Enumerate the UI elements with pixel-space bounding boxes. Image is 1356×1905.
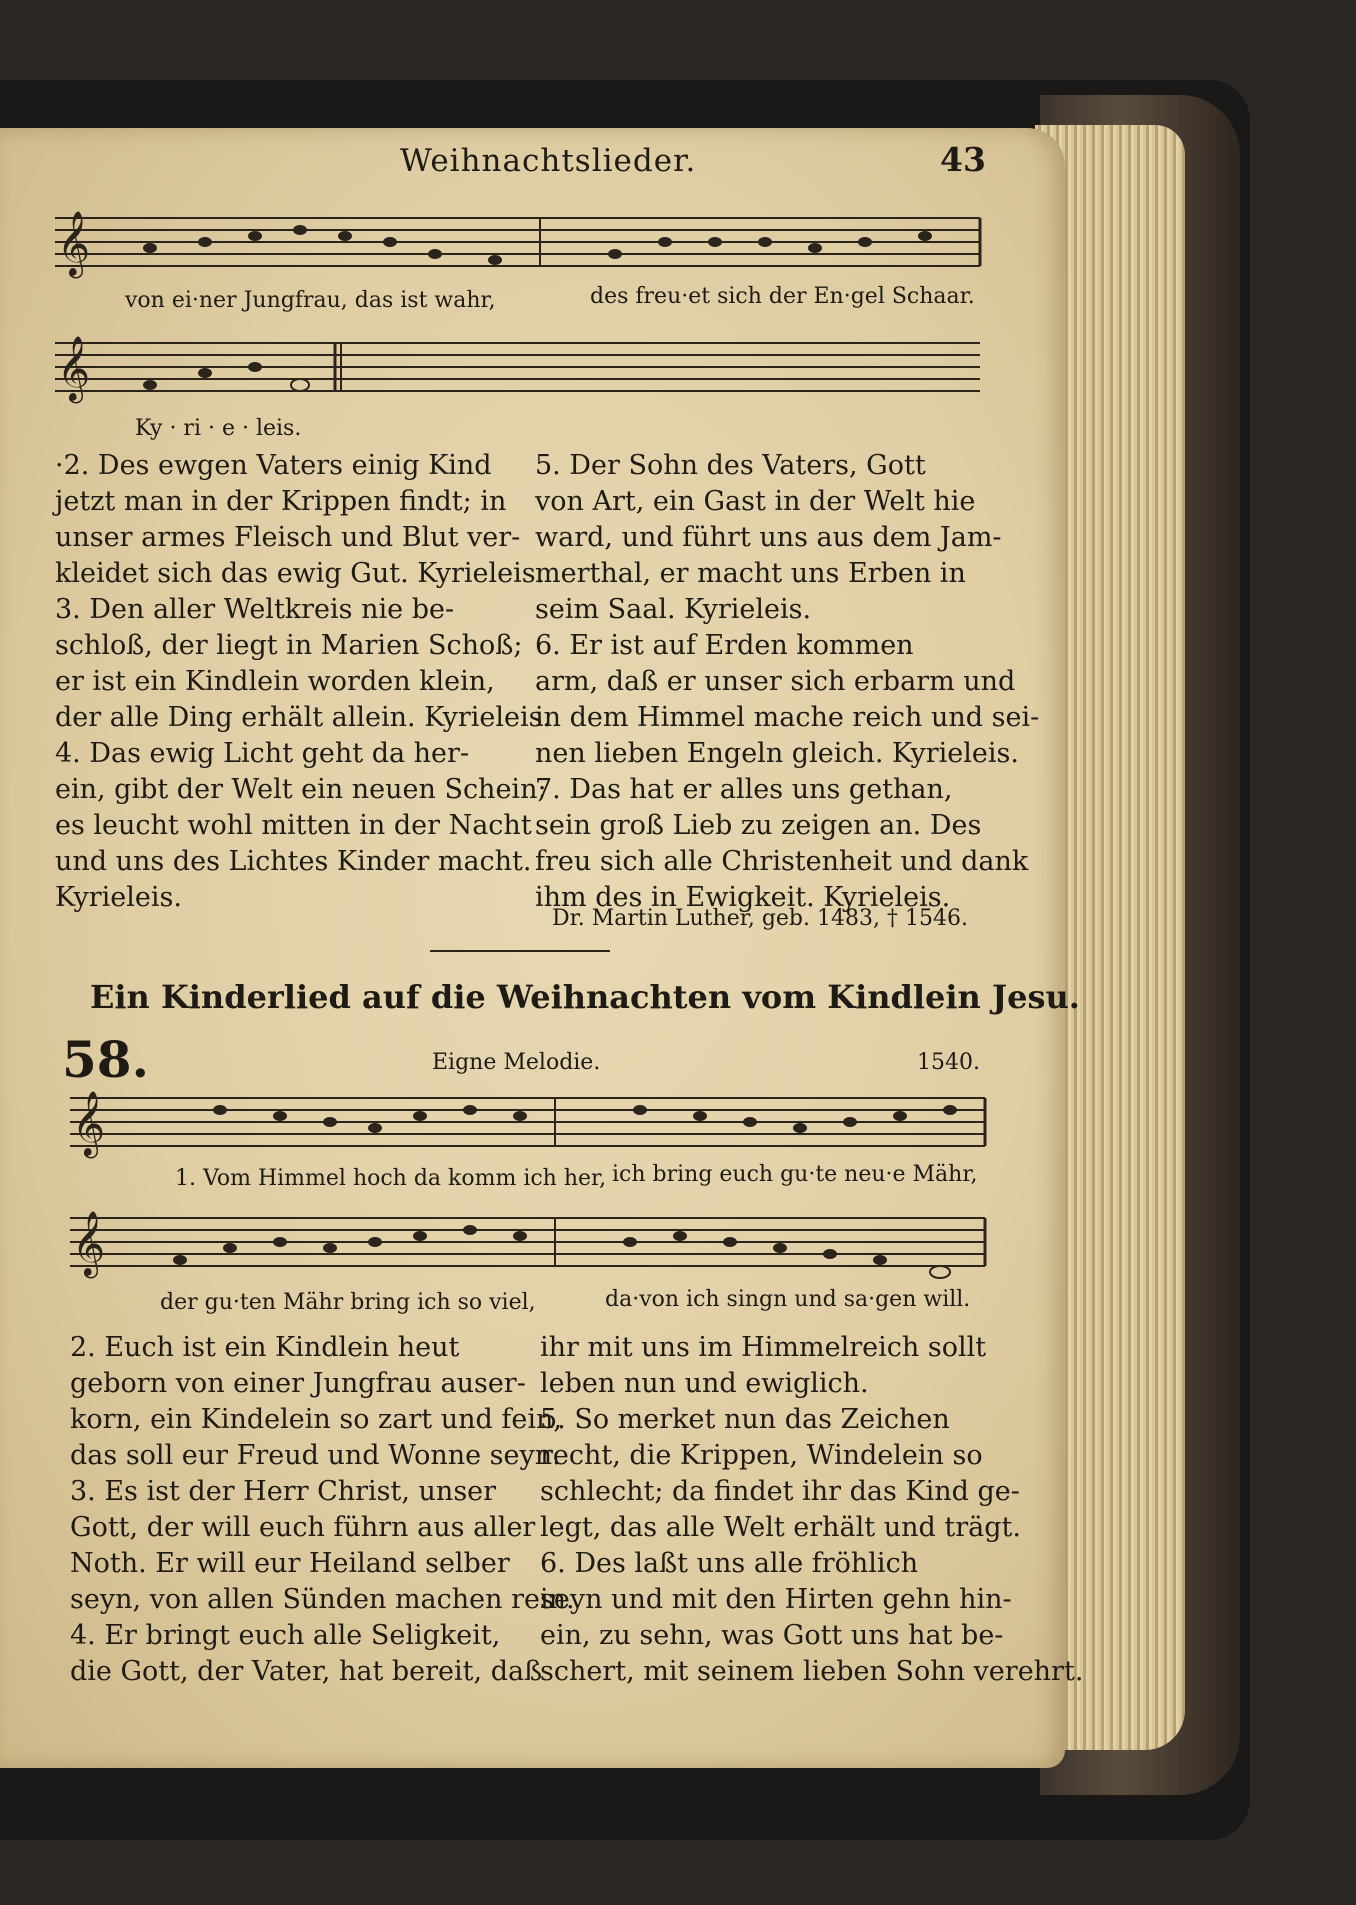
verse-line: ein, zu sehn, was Gott uns hat be-: [540, 1620, 1004, 1651]
verse-line: Noth. Er will eur Heiland selber: [70, 1548, 510, 1579]
verse-line: 5. So merket nun das Zeichen: [540, 1404, 950, 1435]
verse-line: Kyrieleis.: [55, 882, 182, 913]
verse-line: seyn und mit den Hirten gehn hin-: [540, 1584, 1012, 1615]
verse-line: ·2. Des ewgen Vaters einig Kind: [55, 450, 492, 481]
verse-line: 2. Euch ist ein Kindlein heut: [70, 1332, 460, 1363]
verse-line: in dem Himmel mache reich und sei-: [535, 702, 1040, 733]
running-head: Weihnachtslieder.: [400, 143, 697, 179]
lyric-line: da·von ich singn und sa·gen will.: [605, 1287, 971, 1312]
verse-line: 6. Des laßt uns alle fröhlich: [540, 1548, 919, 1579]
verse-line: arm, daß er unser sich erbarm und: [535, 666, 1016, 697]
verse-line: 7. Das hat er alles uns gethan,: [535, 774, 953, 805]
verse-line: die Gott, der Vater, hat bereit, daß: [70, 1656, 543, 1687]
lyric-line: 1. Vom Himmel hoch da komm ich her,: [175, 1166, 607, 1191]
page-number: 43: [940, 140, 986, 179]
music-staff: [70, 1210, 990, 1280]
verse-line: 3. Den aller Weltkreis nie be-: [55, 594, 455, 625]
verse-line: ihm des in Ewigkeit. Kyrieleis.: [535, 882, 951, 913]
music-staff: [55, 210, 985, 280]
hymn-title: Ein Kinderlied auf die Weihnachten vom Kindlein Jesu.: [90, 978, 1080, 1016]
verse-line: korn, ein Kindelein so zart und fein,: [70, 1404, 562, 1435]
melody-note: Eigne Melodie.: [432, 1050, 601, 1075]
lyric-line: Ky · ri · e · leis.: [135, 416, 302, 441]
verse-line: 6. Er ist auf Erden kommen: [535, 630, 914, 661]
svg-text:𝄞: 𝄞: [57, 211, 91, 276]
verse-column-left: [55, 448, 551, 916]
verse-column-left: [70, 1330, 575, 1690]
verse-line: der alle Ding erhält allein. Kyrieleis.: [55, 702, 552, 733]
lyric-line: der gu·ten Mähr bring ich so viel,: [160, 1290, 536, 1315]
verse-line: nen lieben Engeln gleich. Kyrieleis.: [535, 738, 1019, 769]
svg-text:𝄞: 𝄞: [57, 336, 91, 401]
verse-line: seim Saal. Kyrieleis.: [535, 594, 812, 625]
verse-line: 4. Das ewig Licht geht da her-: [55, 738, 470, 769]
verse-line: kleidet sich das ewig Gut. Kyrieleis.: [55, 558, 545, 589]
verse-line: legt, das alle Welt erhält und trägt.: [540, 1512, 1021, 1543]
verse-line: geborn von einer Jungfrau auser-: [70, 1368, 526, 1399]
melody-year: 1540.: [917, 1050, 980, 1075]
verse-line: jetzt man in der Krippen findt; in: [55, 486, 507, 517]
verse-line: seyn, von allen Sünden machen rein.: [70, 1584, 575, 1615]
verse-line: leben nun und ewiglich.: [540, 1368, 869, 1399]
lyric-line: ich bring euch gu·te neu·e Mähr,: [612, 1162, 978, 1187]
music-staff: [70, 1090, 990, 1160]
verse-line: 5. Der Sohn des Vaters, Gott: [535, 450, 926, 481]
music-staff: [55, 335, 985, 405]
verse-column-right: [540, 1330, 1083, 1690]
verse-line: 3. Es ist der Herr Christ, unser: [70, 1476, 497, 1507]
verse-line: Gott, der will euch führn aus aller: [70, 1512, 536, 1543]
verse-line: von Art, ein Gast in der Welt hie: [535, 486, 976, 517]
svg-text:𝄞: 𝄞: [72, 1211, 106, 1276]
verse-line: unser armes Fleisch und Blut ver-: [55, 522, 521, 553]
hymn-number: 58.: [62, 1030, 149, 1089]
verse-line: ihr mit uns im Himmelreich sollt: [540, 1332, 987, 1363]
verse-line: das soll eur Freud und Wonne seyn.: [70, 1440, 561, 1471]
verse-line: merthal, er macht uns Erben in: [535, 558, 966, 589]
attribution: Dr. Martin Luther, geb. 1483, † 1546.: [552, 906, 968, 931]
lyric-line: des freu·et sich der En·gel Schaar.: [590, 284, 975, 309]
section-divider: [430, 950, 610, 952]
verse-line: ward, und führt uns aus dem Jam-: [535, 522, 1002, 553]
verse-line: recht, die Krippen, Windelein so: [540, 1440, 983, 1471]
verse-line: sein groß Lieb zu zeigen an. Des: [535, 810, 982, 841]
verse-line: ein, gibt der Welt ein neuen Schein;: [55, 774, 547, 805]
svg-text:𝄞: 𝄞: [72, 1091, 106, 1156]
verse-column-right: [535, 448, 1039, 916]
verse-line: schlecht; da findet ihr das Kind ge-: [540, 1476, 1020, 1507]
verse-line: es leucht wohl mitten in der Nacht: [55, 810, 532, 841]
lyric-line: von ei·ner Jungfrau, das ist wahr,: [125, 288, 496, 313]
verse-line: schloß, der liegt in Marien Schoß;: [55, 630, 523, 661]
verse-line: freu sich alle Christenheit und dank: [535, 846, 1029, 877]
verse-line: und uns des Lichtes Kinder macht.: [55, 846, 532, 877]
verse-line: 4. Er bringt euch alle Seligkeit,: [70, 1620, 501, 1651]
verse-line: schert, mit seinem lieben Sohn verehrt.: [540, 1656, 1084, 1687]
verse-line: er ist ein Kindlein worden klein,: [55, 666, 495, 697]
